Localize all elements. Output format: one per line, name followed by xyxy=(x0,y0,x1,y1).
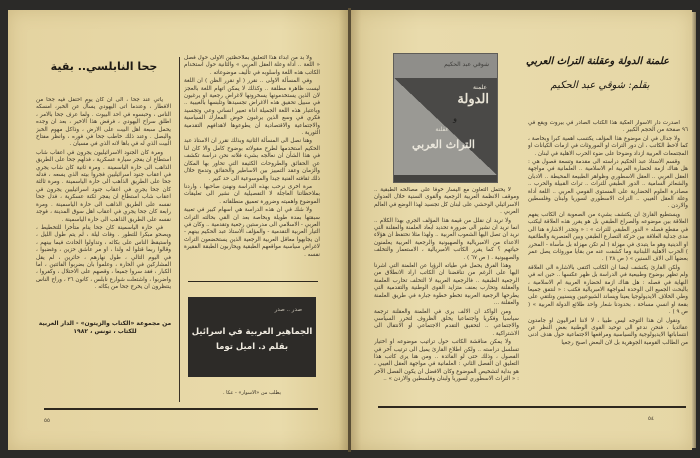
left-page-number: ٥٥ xyxy=(44,418,50,424)
right-page-column-left xyxy=(374,187,519,408)
right-page-column-right xyxy=(528,120,688,408)
paragraph: اصدرت دار الاسوار العكية هذا الكتاب الصادر في بيروت ويقع في ٩٦ صفحة من الحجم الكبير . xyxy=(528,120,688,134)
right-byline: بقلم: شوقي عبد الحكيم xyxy=(550,80,650,91)
paragraph: ونقول ان هذا التوجه ليس طبيا ، لا لاننا امراليون او جامدون عقائديا ، فنحن ندعو الى توحيد القوى الوطنية بغض النظر عن انتساباتها الايديولوجية والسياسية ومرافعها الاجتماعية حول هدف ادنى من الطالب القومية الجوهرية بل لان البعض اصبح رجعيا xyxy=(528,317,688,346)
paragraph: ولا بد من ابداء هذا التعليق بملاحظتين الاولى حول فصل « اللغة .. أداة وعلة العقل العربي » والثانية حول استخدام الكاتب هذه اللغة واسلوبه في تأليف موضوعاته . xyxy=(184,55,320,76)
paragraph: ولا نريد ان نقلل من قيمة هذا المؤلف الجري بهذا الكلام .. انما نريد ان نشير الى ضرورة تحديد ابعاد العلمنة والعقلنة التي نريد ان تصل اليها الشعوب العربية .. ولهذا مثلا نحتفظ ان هؤلاء الاعداء من الامبريالية والصهيونية والرجعية العربية يعلمنون حياتهم ؟ كما يقرر الكاتب الامبريالية ، الاستعمار والتخلف والصهيونية . ( ص ٦٧ ) . xyxy=(374,217,519,261)
book-advertisement xyxy=(188,297,316,377)
cover-conjunction: و xyxy=(453,114,457,123)
paragraph: وهذا الفرق يحمل في طياته الرؤيا عن العلمنة التي اشرنا اليها على الرغم من تناقضنا ان الكاتب اراد الانطلاق من الرجعية الطبقية .. فالرجعية العربية لا التخلف تحارب العلمنة والعقلنة وتحارب بعنف متزايد القوى الوطنية والتقدمية التي يطرحها الرجعية العربية تخطو خطوة جبارة في طريق العلمنة والعقلنة ... xyxy=(374,263,519,307)
ad-kicker: صدر .. صدر xyxy=(274,307,302,313)
ad-order-note: يطلب من «الاسوار» - عكا . xyxy=(222,390,282,396)
paragraph: مرة اخرى نرحب بهذه الدراسة ونهنئ صاحبها ، واردنا بملاحظاتنا العاجلة لا التفصيلية ان نشير الى تعليقات الموضوع واهميته وضرورة تعميق منطلقاته . xyxy=(184,183,320,205)
cover-title-2: الدولة xyxy=(457,92,489,107)
paragraph: ولا جدال في ان موضوع هذا المؤلف يكتسب اهمية كبرا وبخاصة ، كما لاحظ الكاتب ، ان دور التراث او الموروثات في ازمات الكيانات او المجتمعات العربية ازداد وضوحا على ضوء الحرب الاهلية في لبنان . xyxy=(528,135,688,157)
right-headline: علمنة الدولة وعقلنة التراث العربي xyxy=(525,56,670,67)
left-page-column-right xyxy=(184,55,320,280)
cover-title-3: عقلنة xyxy=(435,126,449,133)
cover-author: شوقي عبد الحكيم xyxy=(444,61,489,68)
paragraph: ولا يمكن مناقشة الكاتب حول تراتيب موضوعه او اختيار تسلسل دراسته .. ولكن اطلاع القارئ يميل الى ترتيب آخر في الفصول ، وذلك حتى لو الفائدة .. ومن هنا يرى كاتب هذا التعليق ان الفصل الثاني : العلمانية في مواجهة العقل الغيبي ، هو بداية لتشخيص الموضوع وكان الافضل ان يكون الفصل الآخر : « التراث الاسطوري لسوريا ولبنان وفلسطين والاردن » .. xyxy=(374,339,519,383)
page-edge xyxy=(692,12,696,448)
left-page-column-left xyxy=(36,97,171,302)
paragraph: ولا شك في ان هذه الدراسة هي اسهام كبير في تعبية سبقتها بمدة طويلة وبخاصة بعد ان القي بحالته التراث العربي - الاسلامي الى مدرستين رجعية وتقدمية .. وكان في التيار العربية التقدمية - والمؤلف الاستاذ عبد الحكيم بينهم - ان يجابهوا معاقل العربية الرجعية الذين يستخضعون التراث لاغراض سياسية مواقعهم الطبقية ويحاربون الطبقة الفقيرة نفسه . xyxy=(184,207,320,258)
book-spine xyxy=(348,8,351,452)
ad-title: الجماهير العربية في اسرائيل xyxy=(191,327,313,337)
paragraph: وهنا نصل الى المسألة الثانية وبذلك نقرر ان الاستاذ عبد الحكيم استخدمها لطرح مقولاته بوضوح كامل والا كان لنا في هذا الشأن ان نعالجه بشيء فلانه نحن دراسة تكشف عن الحقائق والطروحات الكثيفة التي تحاور بها المكان والزمان وعقد التمييز بين الاساطير والحقائق وتدمج خلال ذلك ثقافته الفنية جيدا والموسوعية الى حد كبير . xyxy=(184,138,320,182)
paragraph: ومرة كان الجنود الاسرائيليون يجرون في اعقاب شاب استطاع ان يفجر سيارة عسكرية ، فدلهم جحا على الطريق الذاهب الى حارة الياسمينة . ومرة ثانية كان شاب يجري في اعقاب جنود اسرائيليين فجروا بيته الذي يسعه ، فدله جحا على الطريق الذاهب الى حارة الياسمينة . ومرة ثالثة كان جحا يجري في اعقاب جنود اسرائيليين يجرون في اعقاب شاب استطاع ان يفجر ثكنة عسكرية ، فدل جحا نفسه على الطريق الذاهب الى حارة الياسمينة . ومرة رابعة كان جحا يجري في اعقاب اهل سوق المدينة ، فوجد نفسه على الطريق الذاهب الى حارة الياسمينة . xyxy=(36,149,171,223)
paragraph: يأتي عند جحا ، الى ان كان يوم احتفل فيه جحا من الافطار ، وعندما اتى اليهودي يسأل عن الخبر، امسكه الناس ، وحبسوه في احد البيوت . ولما عرف جحا بالامر ، اطلق سراح اليهودي ، فرفض هذا الاخير ، بعد ان وجده يحمل سبعة اهل البيت على الارض ، وذاكل مهوم الخبز والبصل . وعند ذلك خاطب جحا في فوره ، وانظر مفتاح البيت الذي له في باها لانه الذي في مسيان . xyxy=(36,97,171,148)
ad-author: بقلم د. اميل توما xyxy=(215,342,289,352)
paragraph: وقسم الاستاذ عبد الحكيم دراسته الى مقدمة وتسعة فصول هي : هل هناك ازمة لحضارة العربية ام الاسلامية .. العلمانية في مواجهة العقل الغربي .. العقل الاسطوري وظواهر الطبيعة المحيطة .. الادبان والشعائر السامية .. الدور الطبقي للتراث .. تراث القبيلة والحرب .. مصادرة العلوم الحضارية على المستوى القومي العربي .. اللغة أداة وعلة العقل الغيبي .. التراث الاسطوري لسوريا ولبنان وفلسطين والاردن . xyxy=(528,159,688,210)
paragraph: في حارة الياسمينة كان جحا ينام متأخرا للتخطيط ، ويصحو مبكرا للتطور . وفات ليلة ، لم يتم طول الليل ، واستيقظ الناس على بكائه ، وتداولوا الحادث فيما بينهم ، وقالوا ربما قتلوا له ولدا ، او مر عاشق حزين ، وغضبوا ، في اليوم التالي ، طول نهارهم ، حائرين ، لم يقل المشاركين في الحارة ، وعلموا بان بضربوا الفائتين ، اما الكبار ، فقد سروا جميعا ، وقصهم على الاحتلال ، وكفروا ، واضربوا ، واشتعلت شوارع نابلس ، كانون ٣٦ ، وراح الناس ينتظرون ان يخرج جحا من بكائه . xyxy=(36,224,171,291)
cover-title-4: التراث العربي xyxy=(411,138,475,151)
cover-title-1: علمنة xyxy=(472,84,487,91)
book-cover-image xyxy=(393,53,498,183)
paragraph: ويستطيع القارئ ان يكتشف بشيء من الصعوبة ان الكاتب يفهم العلاقة بين موضوعه والصراع الطبقي بل هو يقرر هذه العلاقة ليكتب في مقطع فصله « الدور الطبقي للتراث » : « وتجدر الاشارة هنا الى مدى جدلية العلاقة بين حركة التصارع الطبقي وبين العنصرية والطائفية او الدينية وهو ما يتبدى في مهزلة ( لم تكن مهزلة بل مأساة - المحرر ) الحرب الاهلية اللبنانية وما كشفت عنه من بقايا موروثات يصل عمر بعضها الى الاف السنين » ( ص ٣٨ ) . xyxy=(528,211,688,263)
column-divider xyxy=(179,57,180,402)
paragraph: لا يحتمل التعاون مع اليسار خوفا على مصالحه الطبقية .. وموقف الانظمة العربية الرجعية والقوى السنية خلال العدوان الاسرائيلي الوحشي على لبنان كل تجسيد لهذا الوضع في العالم العربي . xyxy=(374,187,519,216)
left-footer-rule xyxy=(44,408,318,410)
right-footer-rule xyxy=(378,406,686,408)
paragraph: ومن الواكد ان الالف يرى في العلمنة والعقلنة ترجمة سياسيا وفكريا واجتماعيا يخلق الظروف لتحرر السياسي والاجتماعي .. لتحقيق التقدم الاجتماعي او الانتقال الى الاشتراكية . xyxy=(374,308,519,337)
paragraph: ولكن القارئ يكتشف ايضا ان الكاتب اكتفى بالاشارة الى العلاقة ولم تظهر بوضوح وطبيعية في الدراسة بل ظهر عكسها .. حين انه في النهاية في فصله : هل هناك ازمة لحضارة العربية ام الاسلامية ، بالبحث الجميع الى الوحدة لمواجهة الامبريالية فكتب : « لنتفق جميعا وطي الخلاف الايديولوجيا يعينا ويساند الشيوعيين ويسنيين ونلتقي على بقعة او انسي مساحة ، بحدودنا شعار واحد طلائع الدولة العربية » ( ص ٩ ) . xyxy=(528,264,688,316)
cover-bottom-band xyxy=(394,175,497,182)
source-note: من مجموعة «الكتاب والزيتون» - الدار العربية للكتاب ، تونس ، ١٩٨٢ xyxy=(38,320,172,335)
ad-top-rule xyxy=(188,281,318,282)
left-headline: جحا النابلسي.. بقية xyxy=(50,60,158,73)
paragraph: وفي المسألة الاولى .. نقرر ( او نقرر الظن ) ان اللغة ليست ظاهرة مطلقة .. وكذلك لا يمكن اتهام اللغة بالعجز لان الذين يستخدمونها يسخرونها لاغراض رجعية او يرغبون في سبيل تحقيق هذه الاغراض تجسيدها وتلبسها بالغيبية .. وباعتبار هذه اللغة الجميلة اداة تعبير انساني وعي وتجسيد فكري في وسع الذين يرغبون خوض المعارك السياسية والاجتماعية والاقتصادية أن يطوعوها لاهدافهم التقدمية الثورية . xyxy=(184,78,320,137)
right-page-number: ٥٤ xyxy=(648,416,654,422)
